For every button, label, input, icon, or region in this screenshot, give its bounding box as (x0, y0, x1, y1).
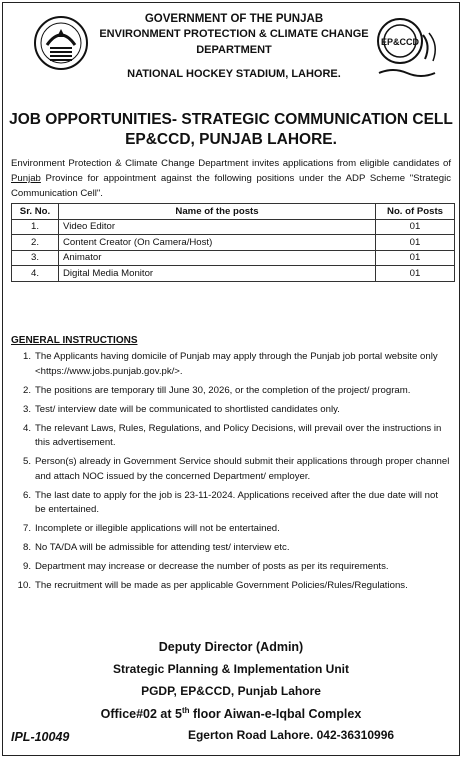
office-text-post: floor Aiwan-e-Iqbal Complex (189, 707, 362, 722)
advertisement-page (2, 2, 460, 756)
punjab-government-emblem-icon (33, 15, 89, 71)
row-sr-no: 3. (12, 250, 59, 266)
main-title: JOB OPPORTUNITIES- STRATEGIC COMMUNICATION CELL (9, 111, 453, 128)
list-item (11, 579, 451, 594)
item-text: Person(s) already in Government Service should submit their applications through proper channel and attach NOC issued by the concerned Department/ employer. (35, 456, 450, 482)
header-post-count: No. of Posts (376, 204, 455, 220)
item-text: Test/ interview date will be communicated to shortlisted candidates only. (35, 403, 340, 415)
intro-text-part1: Environment Protection & Climate Change Department invites applications from eligible candidates of (11, 158, 451, 169)
header (3, 9, 459, 104)
item-text: The last date to apply for the job is 23-11-2024. Applications received after the due date will not be entertained. (35, 489, 439, 515)
posts-table (11, 203, 455, 282)
row-post-count: 01 (376, 250, 455, 266)
row-post-name: Content Creator (On Camera/Host) (59, 235, 376, 251)
table-row (12, 266, 455, 282)
row-post-count: 01 (376, 235, 455, 251)
item-text: The positions are temporary till June 30, 2026, or the completion of the project/ program. (35, 384, 411, 396)
row-sr-no: 4. (12, 266, 59, 282)
header-sr-no: Sr. No. (12, 204, 59, 220)
department-title: ENVIRONMENT PROTECTION & CLIMATE CHANGE (99, 28, 369, 40)
table-row (12, 250, 455, 266)
department-subtitle: DEPARTMENT (196, 44, 272, 56)
ipl-code: IPL-10049 (11, 730, 70, 744)
intro-text-part2: Province for appointment against the following positions under the ADP Scheme "Strategic Communication Cell". (11, 173, 451, 199)
list-item (11, 384, 451, 399)
item-number: 2. (22, 384, 31, 396)
item-text: The Applicants having domicile of Punjab may apply through the Punjab job portal website only <https://www.jobs.punjab.gov.pk/>. (35, 351, 438, 377)
row-sr-no: 1. (12, 219, 59, 235)
table-header-row (12, 204, 455, 220)
row-post-name: Animator (59, 250, 376, 266)
list-item (11, 455, 451, 484)
list-item (11, 560, 451, 575)
item-number: 6. (22, 489, 31, 501)
address-line: NATIONAL HOCKEY STADIUM, LAHORE. (127, 68, 341, 80)
signatory-unit: Strategic Planning & Implementation Unit (112, 662, 350, 676)
item-text: Incomplete or illegible applications will not be entertained. (35, 523, 280, 534)
general-instructions-list (11, 350, 451, 598)
row-post-name: Video Editor (59, 219, 376, 235)
item-text: Department may increase or decrease the number of posts as per its requirements. (35, 561, 389, 572)
item-text: The recruitment will be made as per applicable Government Policies/Rules/Regulations. (35, 580, 408, 591)
epccd-logo-text: EP&CCD (380, 37, 420, 47)
item-text: The relevant Laws, Rules, Regulations, and Policy Decisions, will prevail over the instructions in this advertisement. (35, 422, 442, 448)
list-item (11, 350, 451, 379)
office-text-pre: Office#02 at 5 (100, 707, 182, 722)
signatory-address: Egerton Road Lahore. 042-36310996 (187, 728, 395, 742)
item-number: 7. (22, 523, 31, 534)
list-item (11, 489, 451, 518)
item-number: 3. (22, 403, 31, 415)
row-post-count: 01 (376, 219, 455, 235)
government-title: GOVERNMENT OF THE PUNJAB (144, 13, 324, 25)
table-row (12, 235, 455, 251)
intro-underlined-word: Punjab (11, 173, 41, 184)
item-number: 10. (17, 580, 31, 591)
general-instructions-title: GENERAL INSTRUCTIONS (11, 335, 138, 346)
header-post-name: Name of the posts (59, 204, 376, 220)
list-item (11, 541, 451, 556)
epccd-emblem-icon (373, 15, 453, 81)
signatory-office (3, 706, 459, 721)
row-post-name: Digital Media Monitor (59, 266, 376, 282)
office-text-sup: th (181, 706, 190, 715)
list-item (11, 422, 451, 451)
item-number: 8. (22, 542, 31, 553)
signatory-department: PGDP, EP&CCD, Punjab Lahore (141, 684, 321, 698)
row-sr-no: 2. (12, 235, 59, 251)
list-item (11, 403, 451, 418)
item-number: 1. (22, 351, 31, 362)
list-item (11, 522, 451, 537)
header-text (95, 11, 373, 82)
table-row (12, 219, 455, 235)
intro-paragraph (11, 156, 451, 201)
item-text: No TA/DA will be admissible for attending test/ interview etc. (35, 542, 290, 553)
item-number: 4. (22, 422, 31, 434)
item-number: 5. (22, 456, 31, 467)
row-post-count: 01 (376, 266, 455, 282)
signatory-title: Deputy Director (Admin) (158, 640, 304, 654)
item-number: 9. (22, 561, 31, 572)
main-subtitle: EP&CCD, PUNJAB LAHORE. (125, 131, 337, 148)
